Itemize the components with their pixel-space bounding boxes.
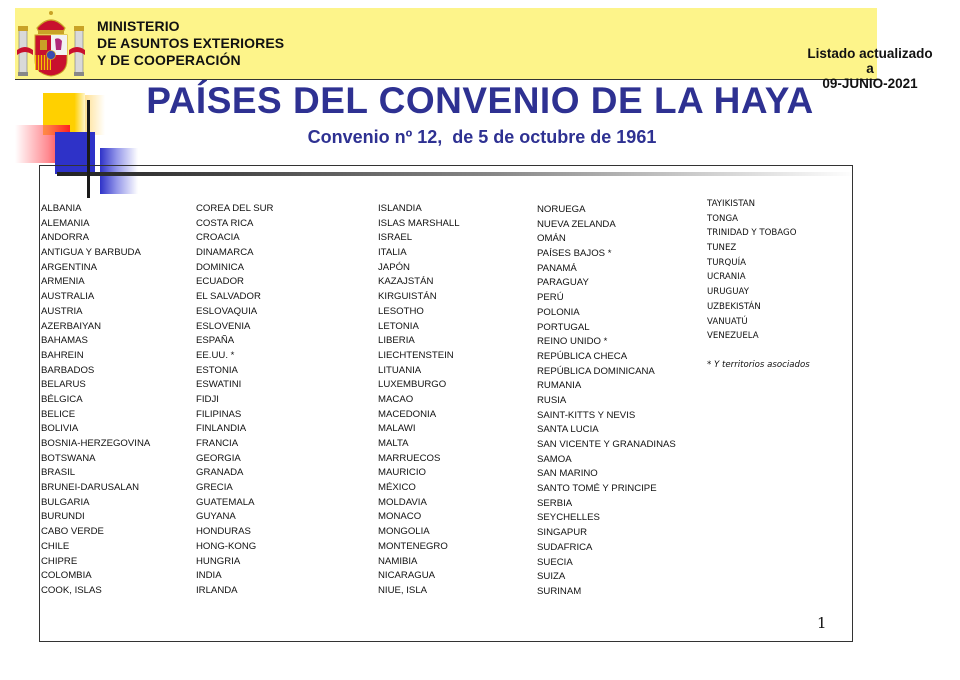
country-item: MARRUECOS — [378, 452, 441, 464]
country-item: FILIPINAS — [196, 408, 242, 420]
country-item: SURINAM — [537, 585, 582, 597]
country-item: LUXEMBURGO — [378, 379, 447, 391]
country-item: INDIA — [196, 570, 222, 582]
country-item: CHIPRE — [41, 555, 78, 567]
footnote: * Y territorios asociados — [707, 360, 810, 370]
update-connector: a — [866, 61, 874, 76]
country-item: BELARUS — [41, 379, 86, 391]
country-item: REINO UNIDO * — [537, 336, 608, 348]
country-column-3 — [378, 202, 460, 599]
country-item: GEORGIA — [196, 452, 241, 464]
country-item: FRANCIA — [196, 438, 239, 449]
country-item: GUYANA — [196, 511, 236, 523]
decorative-horizontal-bar — [57, 172, 857, 176]
country-item: LETONIA — [378, 320, 419, 332]
country-item: BOSNIA-HERZEGOVINA — [41, 438, 151, 449]
country-item: GUATEMALA — [196, 496, 255, 508]
country-item: ISLAS MARSHALL — [378, 217, 460, 229]
country-item: SEYCHELLES — [537, 512, 600, 524]
country-item: PARAGUAY — [537, 277, 589, 289]
country-item: CROACIA — [196, 232, 240, 244]
country-item: ARMENIA — [41, 276, 85, 288]
country-item: BÉLGICA — [41, 393, 83, 405]
country-item: NIUE, ISLA — [378, 584, 428, 596]
country-item: ESPAÑA — [196, 335, 235, 347]
country-item: KIRGUISTÁN — [378, 291, 437, 303]
country-item: MONACO — [378, 511, 422, 523]
country-item: ESLOVENIA — [196, 320, 251, 332]
country-item: ALBANIA — [41, 203, 82, 214]
country-item: SUECIA — [537, 556, 573, 568]
country-item: REPÚBLICA DOMINICANA — [537, 365, 655, 377]
country-item: BARBADOS — [41, 364, 95, 376]
country-item: ECUADOR — [196, 276, 244, 288]
country-item: LIECHTENSTEIN — [378, 349, 454, 361]
update-date: 09-JUNIO-2021 — [822, 76, 918, 91]
country-item: MALAWI — [378, 423, 416, 435]
country-item: SAN MARINO — [537, 468, 598, 480]
country-item: COOK, ISLAS — [41, 584, 102, 596]
country-item: ALEMANIA — [41, 217, 90, 229]
country-item: KAZAJSTÁN — [378, 276, 434, 288]
country-item: BRASIL — [41, 467, 76, 479]
country-item: NAMIBIA — [378, 555, 418, 567]
country-item: ESWATINI — [196, 379, 242, 391]
country-item: PORTUGAL — [537, 321, 590, 333]
country-item: ARGENTINA — [41, 261, 97, 273]
country-item: MÉXICO — [378, 482, 416, 494]
country-item: FINLANDIA — [196, 423, 247, 435]
country-item: BAHAMAS — [41, 335, 88, 347]
country-item: PAÍSES BAJOS * — [537, 248, 612, 260]
country-item: BRUNEI-DARUSALAN — [41, 482, 140, 494]
decorative-vertical-line — [87, 100, 90, 198]
country-item: SINGAPUR — [537, 527, 588, 539]
country-item: HONG-KONG — [196, 540, 257, 552]
country-item: SAMOA — [537, 453, 572, 465]
country-item: IRLANDA — [196, 584, 238, 596]
country-item: DINAMARCA — [196, 247, 254, 259]
country-item: PERÚ — [537, 292, 564, 304]
country-item: MONTENEGRO — [378, 540, 448, 552]
country-item: EE.UU. * — [196, 349, 235, 361]
country-item: DOMINICA — [196, 261, 244, 273]
ministry-line-1: MINISTERIO — [97, 18, 180, 34]
page-number: 1 — [817, 614, 827, 632]
country-item: ISRAEL — [378, 232, 413, 244]
country-item: AUSTRALIA — [41, 291, 95, 303]
country-item: SAINT-KITTS Y NEVIS — [537, 409, 636, 421]
country-item: LITUANIA — [378, 364, 422, 376]
country-item: SAN VICENTE Y GRANADINAS — [537, 439, 676, 450]
country-column-4 — [537, 203, 676, 600]
country-item: UCRANIA — [707, 272, 746, 283]
country-item: COLOMBIA — [41, 570, 92, 582]
country-item: ISLANDIA — [378, 203, 422, 214]
country-item: MAURICIO — [378, 467, 426, 479]
update-label: Listado actualizado — [807, 46, 933, 61]
country-item: VENEZUELA — [707, 331, 759, 342]
country-column-1 — [41, 202, 150, 599]
country-item: MOLDAVIA — [378, 496, 427, 508]
country-item: ANDORRA — [41, 232, 89, 244]
country-item: BAHREIN — [41, 349, 84, 361]
country-item: RUSIA — [537, 394, 567, 406]
country-item: RUMANIA — [537, 380, 582, 392]
country-item: UZBEKISTÁN — [707, 301, 761, 312]
country-item: BOTSWANA — [41, 452, 96, 464]
country-item: JAPÓN — [378, 261, 410, 273]
country-item: GRANADA — [196, 467, 244, 479]
country-item: EL SALVADOR — [196, 291, 261, 303]
country-item: BOLIVIA — [41, 423, 79, 435]
country-item: NICARAGUA — [378, 570, 436, 582]
country-item: LIBERIA — [378, 335, 415, 347]
country-item: SANTO TOMÉ Y PRINCIPE — [537, 483, 657, 495]
country-item: ANTIGUA Y BARBUDA — [41, 247, 141, 259]
country-item: ESTONIA — [196, 364, 238, 376]
country-item: BURUNDI — [41, 511, 85, 523]
country-item: MACAO — [378, 393, 414, 405]
country-item: ESLOVAQUIA — [196, 305, 258, 317]
country-item: FIDJI — [196, 393, 219, 405]
country-item: AZERBAIYAN — [41, 320, 102, 332]
country-item: GRECIA — [196, 482, 233, 494]
country-item: NORUEGA — [537, 204, 586, 215]
country-item: TRINIDAD Y TOBAGO — [707, 228, 797, 239]
page-title: PAÍSES DEL CONVENIO DE LA HAYA — [146, 80, 814, 121]
country-item: TURQUÍA — [707, 257, 746, 268]
country-item: POLONIA — [537, 306, 580, 318]
country-item: MALTA — [378, 438, 409, 449]
country-item: BULGARIA — [41, 496, 90, 508]
page-subtitle: Convenio nº 12, de 5 de octubre de 1961 — [307, 127, 657, 147]
country-item: NUEVA ZELANDA — [537, 218, 616, 230]
country-item: HONDURAS — [196, 526, 251, 538]
country-item: HUNGRIA — [196, 555, 241, 567]
country-item: VANUATÚ — [707, 316, 748, 327]
country-item: TUNEZ — [707, 243, 737, 254]
country-item: URUGUAY — [707, 287, 749, 298]
country-item: REPÚBLICA CHECA — [537, 350, 628, 362]
country-item: COSTA RICA — [196, 217, 254, 229]
country-item: PANAMÁ — [537, 262, 577, 274]
country-item: LESOTHO — [378, 305, 424, 317]
country-item: COREA DEL SUR — [196, 203, 274, 214]
country-item: SANTA LUCIA — [537, 424, 599, 436]
spain-coat-of-arms-icon — [15, 8, 87, 80]
country-item: SUDAFRICA — [537, 541, 593, 553]
country-column-5 — [707, 197, 796, 344]
country-item: CHILE — [41, 540, 70, 552]
country-item: CABO VERDE — [41, 526, 104, 538]
country-item: TONGA — [707, 213, 738, 224]
ministry-line-2: DE ASUNTOS EXTERIORES — [97, 35, 285, 51]
country-item: MACEDONIA — [378, 408, 437, 420]
ministry-line-3: Y DE COOPERACIÓN — [97, 52, 241, 68]
country-item: SERBIA — [537, 497, 573, 509]
country-item: MONGOLIA — [378, 526, 430, 538]
country-item: BELICE — [41, 408, 76, 420]
country-item: ITALIA — [378, 247, 407, 259]
country-item: SUIZA — [537, 571, 566, 583]
country-item: AUSTRIA — [41, 305, 83, 317]
ministry-name — [97, 18, 284, 69]
country-column-2 — [196, 202, 273, 599]
country-item: OMÁN — [537, 233, 566, 245]
country-item: TAYIKISTAN — [707, 199, 756, 209]
